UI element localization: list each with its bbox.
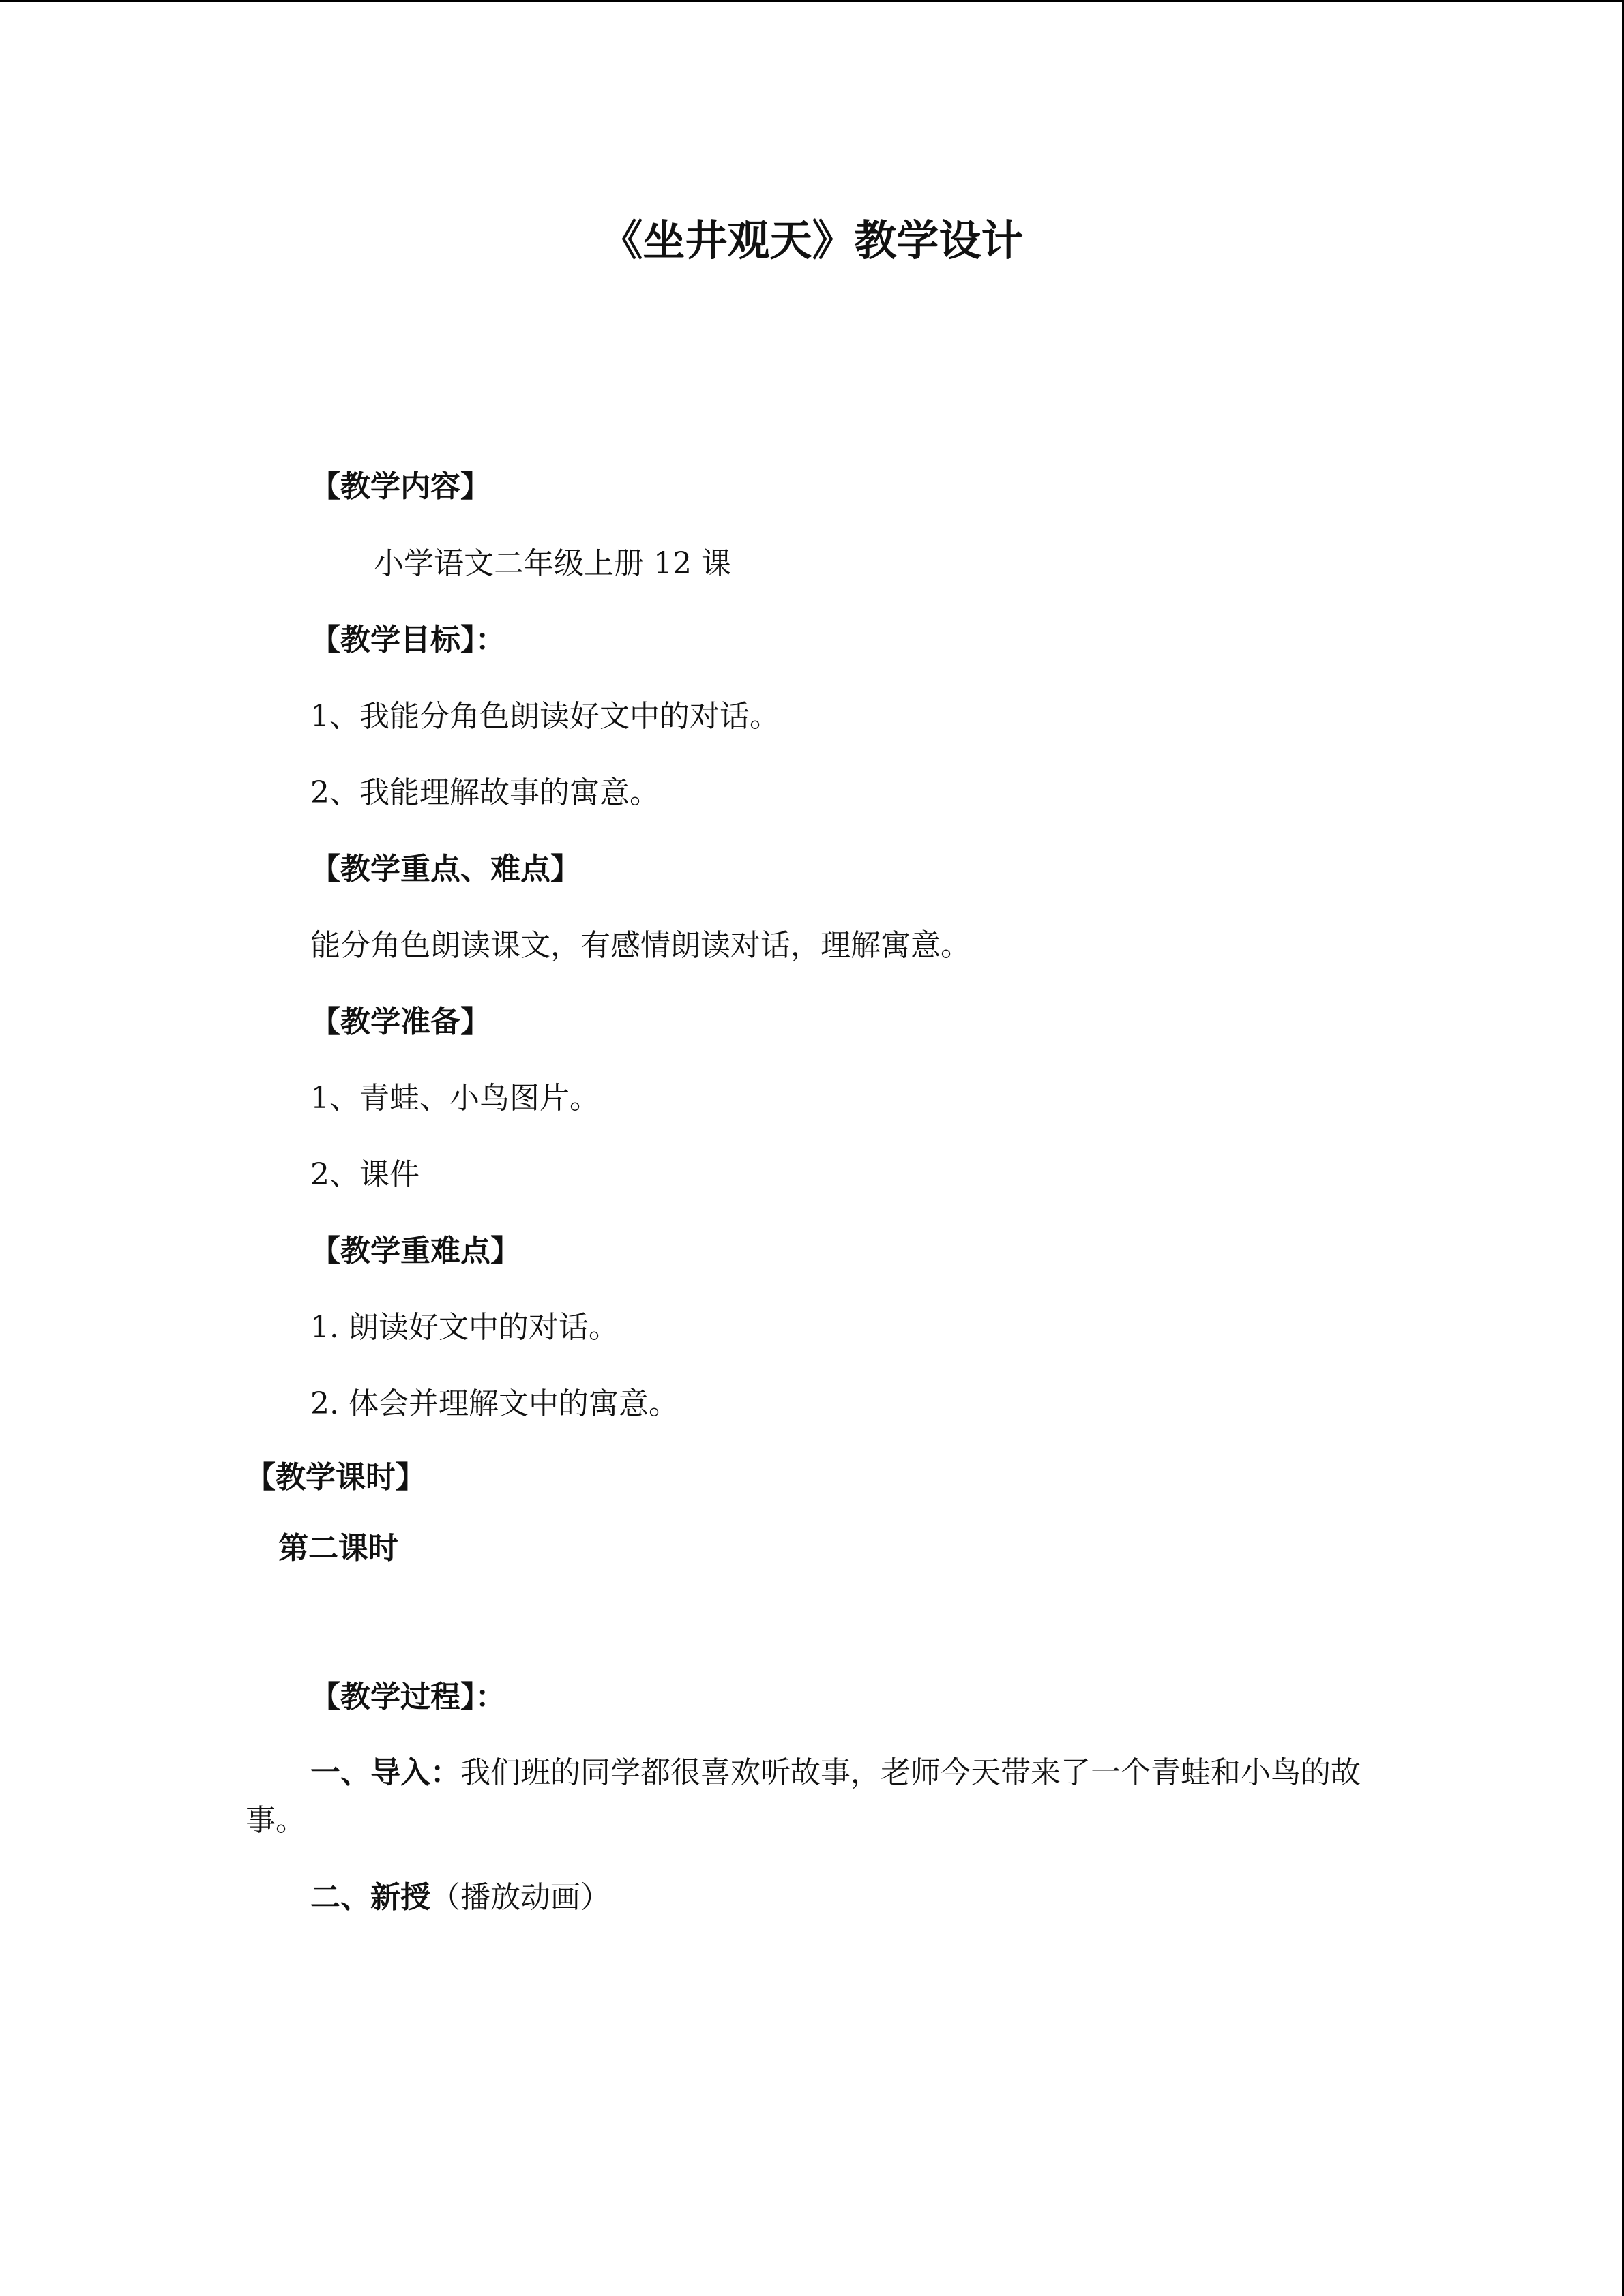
key-points-heading: 【教学重点、难点】 (310, 852, 580, 886)
period-text: 第二课时 (278, 1531, 398, 1566)
document-title: 《坐井观天》教学设计 (600, 215, 1024, 265)
period-heading: 【教学课时】 (246, 1460, 426, 1495)
process-step-2-text: （播放动画） (430, 1880, 610, 1915)
key-points-text: 能分角色朗读课文，有感情朗读对话，理解寓意。 (310, 928, 971, 963)
goal-item-1: 1、我能分角色朗读好文中的对话。 (310, 699, 780, 734)
process-step-1-text: 我们班的同学都很喜欢听故事，老师今天带来了一个青蛙和小鸟的故事。 (246, 1755, 1361, 1838)
content-text: 小学语文二年级上册 12 课 (374, 546, 731, 581)
goals-heading: 【教学目标】： (310, 623, 505, 657)
preparation-item-1: 1、青蛙、小鸟图片。 (310, 1081, 600, 1116)
process-step-1-lead: 一、导入： (310, 1755, 460, 1790)
content-heading: 【教学内容】 (310, 469, 490, 504)
process-step-2-lead: 二、新授 (310, 1880, 430, 1915)
difficult-point-1: 1. 朗读好文中的对话。 (310, 1310, 619, 1345)
difficult-point-2: 2. 体会并理解文中的寓意。 (310, 1386, 679, 1421)
process-step-1 (246, 1749, 1364, 1845)
process-heading: 【教学过程】： (310, 1680, 505, 1714)
difficult-points-heading: 【教学重难点】 (310, 1234, 520, 1268)
goal-item-2: 2、我能理解故事的寓意。 (310, 775, 660, 810)
preparation-heading: 【教学准备】 (310, 1004, 490, 1039)
process-step-2 (310, 1879, 610, 1917)
preparation-item-2: 2、课件 (310, 1157, 419, 1192)
